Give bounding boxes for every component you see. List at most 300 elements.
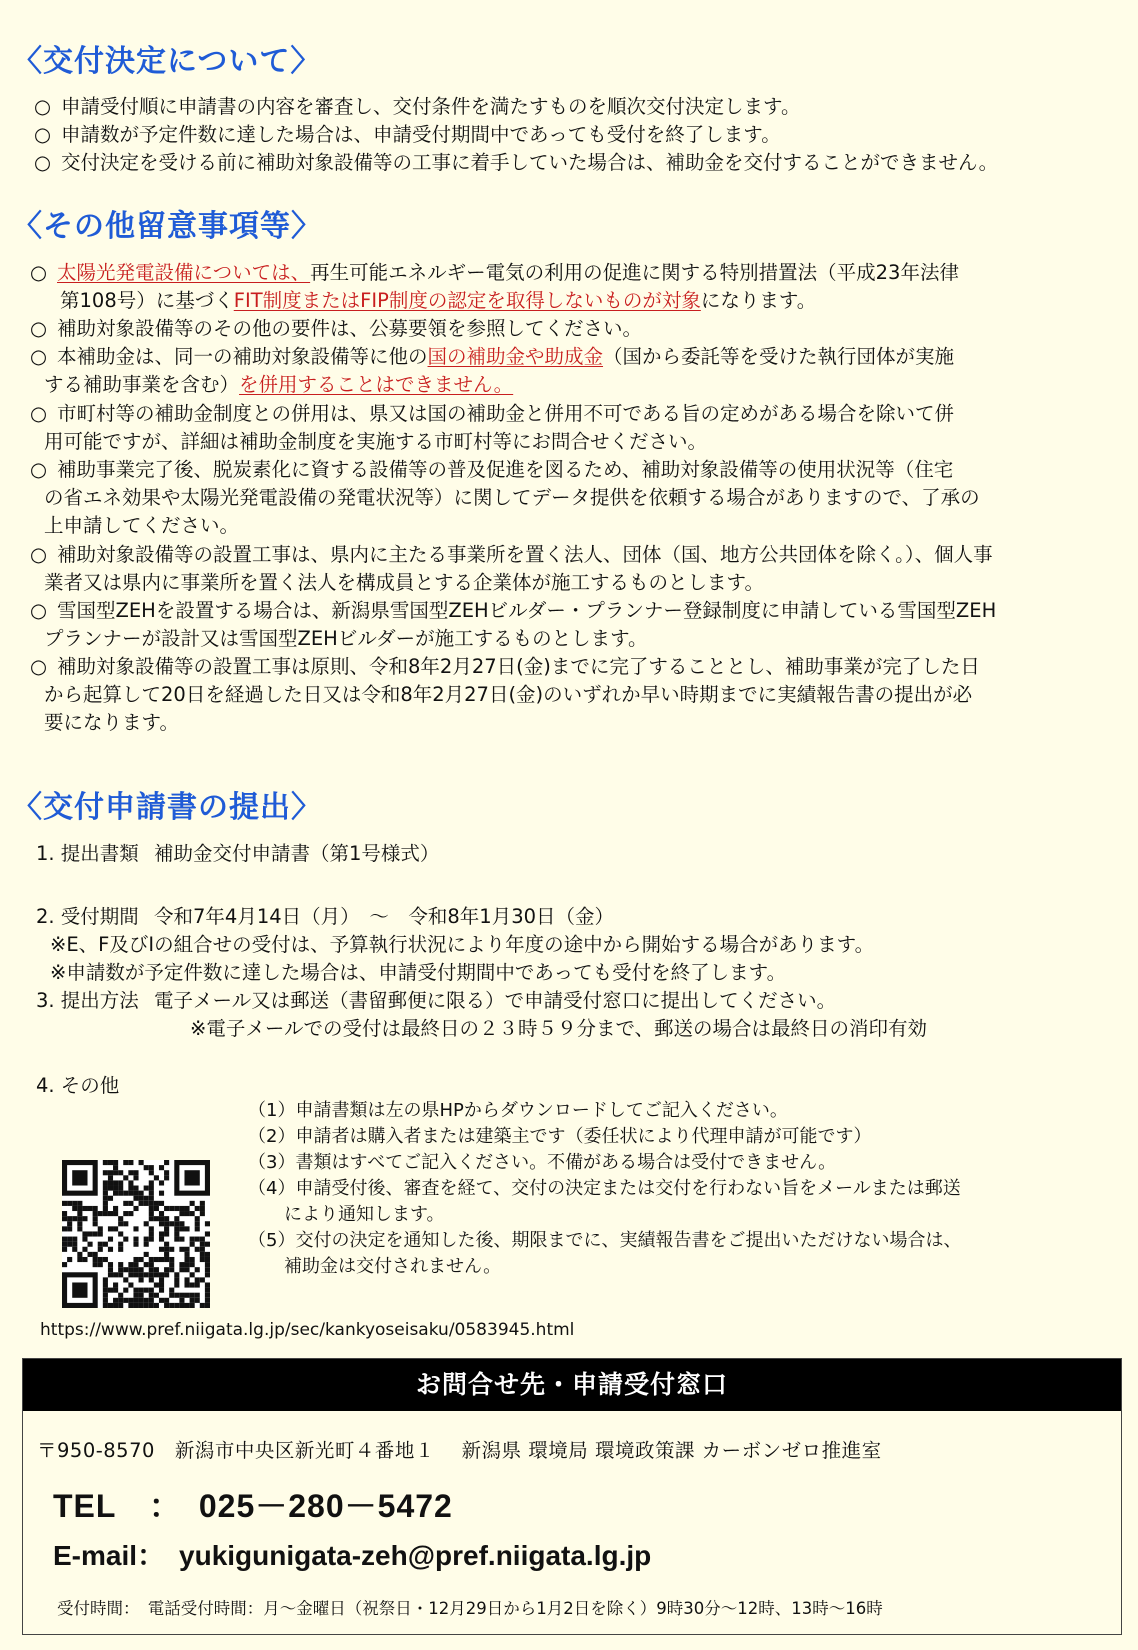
list-item — [30, 400, 954, 428]
list-item-text: 補助対象設備等の設置工事は、県内に主たる事業所を置く法人、団体（国、地方公共団体を除く。）、個人事 — [57, 543, 993, 566]
qr-module — [139, 1191, 144, 1196]
qr-module — [149, 1216, 154, 1221]
qr-module — [118, 1293, 123, 1298]
qr-module — [118, 1221, 123, 1226]
list-item — [30, 597, 996, 625]
qr-module — [164, 1298, 169, 1303]
qr-module — [118, 1186, 123, 1191]
contact-phone[interactable]: TEL ： 025－280－5472 — [53, 1488, 453, 1524]
qr-module — [118, 1272, 123, 1277]
qr-module — [184, 1277, 189, 1282]
circle-bullet-icon: ○ — [30, 261, 48, 284]
qr-module — [139, 1196, 144, 1201]
qr-module — [103, 1282, 108, 1287]
qr-module — [144, 1298, 149, 1303]
qr-module — [88, 1206, 93, 1211]
qr-module — [88, 1231, 93, 1236]
qr-module — [133, 1186, 138, 1191]
qr-module — [179, 1206, 184, 1211]
qr-module — [123, 1175, 128, 1180]
qr-module — [133, 1303, 138, 1308]
qr-module — [118, 1262, 123, 1267]
circle-bullet-icon: ○ — [34, 151, 52, 174]
qr-module — [205, 1252, 210, 1257]
qr-module — [159, 1216, 164, 1221]
qr-module — [98, 1231, 103, 1236]
qr-module — [103, 1191, 108, 1196]
qr-module — [128, 1180, 133, 1185]
qr-module — [164, 1216, 169, 1221]
list-item — [30, 315, 642, 343]
row-value: 補助金交付申請書（第1号様式） — [154, 842, 440, 865]
highlight-text: を併用することはできません。 — [239, 373, 514, 396]
qr-module — [67, 1242, 72, 1247]
qr-module — [164, 1160, 169, 1165]
qr-module — [159, 1257, 164, 1262]
qr-module — [128, 1191, 133, 1196]
qr-module — [123, 1201, 128, 1206]
qr-module — [169, 1288, 174, 1293]
qr-module — [159, 1201, 164, 1206]
qr-module — [154, 1257, 159, 1262]
qr-module — [149, 1191, 154, 1196]
qr-module — [77, 1216, 82, 1221]
qr-module — [93, 1216, 98, 1221]
qr-module — [103, 1201, 108, 1206]
qr-module — [149, 1262, 154, 1267]
qr-module — [108, 1160, 113, 1165]
qr-module — [93, 1231, 98, 1236]
qr-module — [113, 1206, 118, 1211]
qr-module — [179, 1293, 184, 1298]
qr-module — [108, 1180, 113, 1185]
qr-module — [108, 1272, 113, 1277]
qr-module — [108, 1237, 113, 1242]
qr-module — [205, 1257, 210, 1262]
qr-module — [144, 1165, 149, 1170]
qr-module — [195, 1298, 200, 1303]
list-item — [34, 121, 781, 149]
list-item-text: 申請数が予定件数に達した場合は、申請受付期間中であっても受付を終了します。 — [61, 123, 781, 146]
list-item-continuation — [44, 371, 513, 399]
qr-module — [164, 1231, 169, 1236]
other-note: により通知します。 — [248, 1204, 445, 1225]
qr-module — [118, 1303, 123, 1308]
list-item-text: する補助事業を含む） — [44, 373, 240, 396]
qr-module — [205, 1262, 210, 1267]
qr-module — [108, 1288, 113, 1293]
list-item — [30, 456, 953, 484]
qr-module — [164, 1170, 169, 1175]
qr-module — [144, 1242, 149, 1247]
qr-module — [179, 1262, 184, 1267]
qr-module — [144, 1252, 149, 1257]
qr-module — [200, 1237, 205, 1242]
qr-module — [133, 1175, 138, 1180]
circle-bullet-icon: ○ — [30, 599, 48, 622]
circle-bullet-icon: ○ — [30, 458, 48, 481]
qr-module — [82, 1237, 87, 1242]
qr-module — [164, 1252, 169, 1257]
qr-module — [77, 1201, 82, 1206]
qr-module — [77, 1226, 82, 1231]
highlight-text: FIT制度またはFIP制度の認定を取得しないものが対象 — [233, 289, 701, 312]
contact-box — [22, 1358, 1122, 1635]
qr-module — [62, 1211, 67, 1216]
qr-module — [149, 1186, 154, 1191]
qr-module — [205, 1221, 210, 1226]
qr-module — [205, 1288, 210, 1293]
qr-module — [144, 1272, 149, 1277]
qr-module — [93, 1221, 98, 1226]
qr-module — [139, 1277, 144, 1282]
qr-module — [169, 1247, 174, 1252]
qr-module — [164, 1175, 169, 1180]
qr-module — [205, 1231, 210, 1236]
circle-bullet-icon: ○ — [34, 123, 52, 146]
qr-module — [144, 1303, 149, 1308]
contact-hours: 受付時間： 電話受付時間：月～金曜日（祝祭日・12月29日から1月2日を除く）9時30分～12時、13時～16時 — [57, 1599, 883, 1618]
qr-module — [149, 1211, 154, 1216]
qr-module — [174, 1221, 179, 1226]
qr-module — [190, 1242, 195, 1247]
qr-module — [118, 1298, 123, 1303]
qr-module — [184, 1257, 189, 1262]
list-item-text: 市町村等の補助金制度との併用は、県又は国の補助金と併用不可である旨の定めがある場合を除いて併 — [57, 402, 955, 425]
list-item-text: 申請受付順に申請書の内容を審査し、交付条件を満たすものを順次交付決定します。 — [61, 95, 801, 118]
other-note: （5）交付の決定を通知した後、期限までに、実績報告書をご提出いただけない場合は、 — [248, 1230, 962, 1251]
qr-module — [133, 1242, 138, 1247]
qr-module — [103, 1206, 108, 1211]
qr-module — [103, 1180, 108, 1185]
qr-module — [190, 1237, 195, 1242]
qr-module — [103, 1170, 108, 1175]
qr-module — [82, 1206, 87, 1211]
qr-module — [133, 1191, 138, 1196]
qr-module — [118, 1247, 123, 1252]
qr-module — [98, 1242, 103, 1247]
qr-module — [118, 1170, 123, 1175]
qr-module — [149, 1170, 154, 1175]
qr-module — [128, 1186, 133, 1191]
qr-module — [98, 1257, 103, 1262]
qr-module — [184, 1247, 189, 1252]
qr-module — [205, 1242, 210, 1247]
qr-module — [133, 1170, 138, 1175]
list-item-text: 再生可能エネルギー電気の利用の促進に関する特別措置法（平成23年法律 — [310, 261, 959, 284]
qr-module — [108, 1211, 113, 1216]
qr-module — [190, 1303, 195, 1308]
list-item-continuation — [60, 287, 816, 315]
qr-module — [159, 1237, 164, 1242]
qr-module — [200, 1206, 205, 1211]
qr-code-icon[interactable] — [62, 1160, 210, 1308]
qr-module — [159, 1165, 164, 1170]
qr-module — [128, 1272, 133, 1277]
qr-module — [128, 1170, 133, 1175]
qr-module — [88, 1242, 93, 1247]
qr-module — [67, 1257, 72, 1262]
circle-bullet-icon: ○ — [30, 402, 48, 425]
qr-module — [128, 1211, 133, 1216]
qr-module — [67, 1201, 72, 1206]
qr-module — [98, 1226, 103, 1231]
qr-module — [195, 1216, 200, 1221]
qr-module — [113, 1288, 118, 1293]
list-item-text: 交付決定を受ける前に補助対象設備等の工事に着手していた場合は、補助金を交付することができません。 — [61, 151, 999, 174]
contact-title: お問合せ先・申請受付窓口 — [23, 1359, 1121, 1411]
qr-module — [113, 1298, 118, 1303]
qr-module — [200, 1201, 205, 1206]
circle-bullet-icon: ○ — [30, 543, 48, 566]
qr-module — [174, 1293, 179, 1298]
qr-module — [179, 1303, 184, 1308]
qr-module — [184, 1170, 199, 1185]
submission-row-documents — [36, 840, 439, 868]
qr-module — [149, 1277, 154, 1282]
qr-module — [82, 1216, 87, 1221]
qr-module — [174, 1231, 179, 1236]
qr-module — [123, 1298, 128, 1303]
qr-module — [123, 1221, 128, 1226]
qr-module — [149, 1180, 154, 1185]
website-url-link[interactable]: https://www.pref.niigata.lg.jp/sec/kankyoseisaku/0583945.html — [40, 1320, 575, 1340]
other-note: （4）申請受付後、審査を経て、交付の決定または交付を行わない旨をメールまたは郵送 — [248, 1178, 961, 1199]
row-label: 1. 提出書類 — [36, 842, 139, 865]
qr-module — [149, 1257, 154, 1262]
qr-module — [164, 1257, 169, 1262]
qr-module — [154, 1293, 159, 1298]
qr-module — [184, 1282, 189, 1287]
qr-module — [144, 1262, 149, 1267]
qr-module — [154, 1206, 159, 1211]
period-note: ※E、F及びIの組合せの受付は、予算執行状況により年度の途中から開始する場合があります。 — [50, 933, 875, 956]
qr-module — [139, 1298, 144, 1303]
qr-module — [159, 1277, 164, 1282]
qr-module — [62, 1226, 67, 1231]
qr-module — [108, 1226, 113, 1231]
qr-module — [144, 1186, 149, 1191]
qr-module — [200, 1242, 205, 1247]
qr-module — [195, 1247, 200, 1252]
qr-module — [195, 1206, 200, 1211]
qr-module — [159, 1247, 164, 1252]
qr-module — [133, 1257, 138, 1262]
row-value: 電子メール又は郵送（書留郵便に限る）で申請受付窓口に提出してください。 — [154, 989, 837, 1012]
qr-module — [123, 1191, 128, 1196]
qr-module — [159, 1180, 164, 1185]
qr-module — [154, 1272, 159, 1277]
qr-module — [174, 1272, 179, 1277]
qr-module — [62, 1262, 67, 1267]
qr-module — [149, 1165, 154, 1170]
contact-email[interactable]: E-mail： yukigunigata-zeh@pref.niigata.lg.jp — [53, 1540, 652, 1571]
qr-module — [72, 1282, 87, 1297]
qr-module — [77, 1211, 82, 1216]
qr-module — [82, 1257, 87, 1262]
qr-module — [123, 1288, 128, 1293]
qr-module — [184, 1293, 189, 1298]
qr-module — [98, 1262, 103, 1267]
qr-module — [190, 1262, 195, 1267]
qr-module — [179, 1247, 184, 1252]
qr-module — [72, 1216, 77, 1221]
qr-module — [149, 1196, 154, 1201]
qr-module — [113, 1226, 118, 1231]
qr-module — [144, 1288, 149, 1293]
qr-module — [77, 1252, 82, 1257]
list-item-continuation: プランナーが設計又は雪国型ZEHビルダーが施工するものとします。 — [44, 627, 648, 650]
qr-module — [72, 1237, 77, 1242]
highlight-text: 太陽光発電設備については、 — [57, 261, 311, 284]
qr-module — [174, 1226, 179, 1231]
qr-module — [139, 1160, 144, 1165]
qr-module — [205, 1267, 210, 1272]
qr-module — [113, 1180, 118, 1185]
qr-module — [200, 1257, 205, 1262]
qr-module — [103, 1242, 108, 1247]
qr-module — [93, 1206, 98, 1211]
qr-module — [154, 1201, 159, 1206]
qr-module — [113, 1282, 118, 1287]
qr-module — [159, 1231, 164, 1236]
qr-module — [190, 1211, 195, 1216]
submission-row-period — [36, 903, 614, 931]
qr-module — [113, 1303, 118, 1308]
qr-module — [179, 1211, 184, 1216]
qr-module — [144, 1201, 149, 1206]
qr-module — [195, 1293, 200, 1298]
qr-module — [159, 1272, 164, 1277]
qr-module — [133, 1288, 138, 1293]
qr-module — [123, 1277, 128, 1282]
qr-module — [103, 1160, 108, 1165]
qr-module — [123, 1160, 128, 1165]
qr-module — [164, 1206, 169, 1211]
qr-module — [149, 1226, 154, 1231]
highlight-text: 国の補助金や助成金 — [427, 345, 604, 368]
qr-module — [133, 1262, 138, 1267]
submission-row-other: 4. その他 — [36, 1074, 120, 1097]
qr-module — [133, 1196, 138, 1201]
qr-module — [159, 1191, 164, 1196]
qr-module — [62, 1237, 67, 1242]
qr-module — [190, 1272, 195, 1277]
qr-module — [144, 1196, 149, 1201]
qr-module — [164, 1221, 169, 1226]
qr-module — [195, 1277, 200, 1282]
row-label: 2. 受付期間 — [36, 905, 139, 928]
list-item — [30, 653, 980, 681]
qr-module — [164, 1226, 169, 1231]
qr-module — [72, 1206, 77, 1211]
qr-module — [154, 1267, 159, 1272]
qr-module — [174, 1237, 179, 1242]
qr-module — [113, 1191, 118, 1196]
qr-module — [103, 1303, 108, 1308]
qr-module — [139, 1288, 144, 1293]
method-note: ※電子メールでの受付は最終日の２３時５９分まで、郵送の場合は最終日の消印有効 — [190, 1017, 928, 1040]
list-item-text: になります。 — [700, 289, 817, 312]
qr-module — [72, 1247, 77, 1252]
qr-module — [67, 1221, 72, 1226]
section-title-grant-decision: 〈交付決定について〉 — [12, 44, 322, 79]
qr-module — [190, 1282, 195, 1287]
qr-module — [62, 1216, 67, 1221]
qr-module — [205, 1293, 210, 1298]
qr-module — [93, 1262, 98, 1267]
qr-module — [118, 1231, 123, 1236]
qr-module — [184, 1252, 189, 1257]
qr-module — [149, 1231, 154, 1236]
qr-module — [169, 1267, 174, 1272]
qr-module — [184, 1206, 189, 1211]
list-item-continuation: 業者又は県内に事業所を置く法人を構成員とする企業体が施工するものとします。 — [44, 571, 764, 594]
qr-module — [139, 1293, 144, 1298]
qr-module — [128, 1201, 133, 1206]
list-item — [34, 93, 800, 121]
list-item-text: 本補助金は、同一の補助対象設備等に他の — [57, 345, 428, 368]
qr-module — [164, 1267, 169, 1272]
circle-bullet-icon: ○ — [30, 317, 48, 340]
list-item-continuation: から起算して20日を経過した日又は令和8年2月27日(金)のいずれか早い時期までに実績報告書の提出が必 — [44, 683, 973, 706]
qr-module — [174, 1216, 179, 1221]
qr-module — [169, 1293, 174, 1298]
qr-module — [77, 1257, 82, 1262]
qr-module — [184, 1303, 189, 1308]
qr-module — [200, 1303, 205, 1308]
qr-module — [195, 1226, 200, 1231]
qr-module — [179, 1298, 184, 1303]
qr-module — [200, 1247, 205, 1252]
list-item-text: 雪国型ZEHを設置する場合は、新潟県雪国型ZEHビルダー・プランナー登録制度に申請している雪国型ZEH — [57, 599, 997, 622]
qr-module — [98, 1211, 103, 1216]
qr-module — [133, 1226, 138, 1231]
qr-module — [174, 1277, 179, 1282]
qr-module — [77, 1206, 82, 1211]
qr-module — [103, 1293, 108, 1298]
qr-module — [149, 1303, 154, 1308]
circle-bullet-icon: ○ — [34, 95, 52, 118]
list-item — [30, 259, 959, 287]
qr-module — [205, 1282, 210, 1287]
qr-module — [103, 1298, 108, 1303]
qr-module — [149, 1201, 154, 1206]
list-item — [30, 541, 993, 569]
qr-module — [123, 1211, 128, 1216]
list-item-continuation: 上申請してください。 — [44, 514, 240, 537]
qr-module — [103, 1288, 108, 1293]
qr-module — [159, 1298, 164, 1303]
qr-module — [149, 1272, 154, 1277]
other-note: （3）書類はすべてご記入ください。不備がある場合は受付できません。 — [248, 1152, 837, 1173]
qr-module — [113, 1170, 118, 1175]
row-value: 令和7年4月14日（月） ～ 令和8年1月30日（金） — [154, 905, 615, 928]
list-item-continuation: 要になります。 — [44, 711, 179, 734]
list-item-text: 補助対象設備等の設置工事は原則、令和8年2月27日(金)までに完了することとし、補助事業が完了した日 — [57, 655, 980, 678]
circle-bullet-icon: ○ — [30, 655, 48, 678]
qr-module — [200, 1211, 205, 1216]
qr-module — [184, 1267, 189, 1272]
qr-module — [139, 1267, 144, 1272]
qr-module — [72, 1201, 77, 1206]
qr-module — [108, 1175, 113, 1180]
list-item — [30, 343, 954, 371]
list-item-text: 第108号）に基づく — [60, 289, 234, 312]
section-title-submission: 〈交付申請書の提出〉 — [12, 790, 322, 825]
qr-module — [72, 1242, 77, 1247]
qr-module — [169, 1262, 174, 1267]
